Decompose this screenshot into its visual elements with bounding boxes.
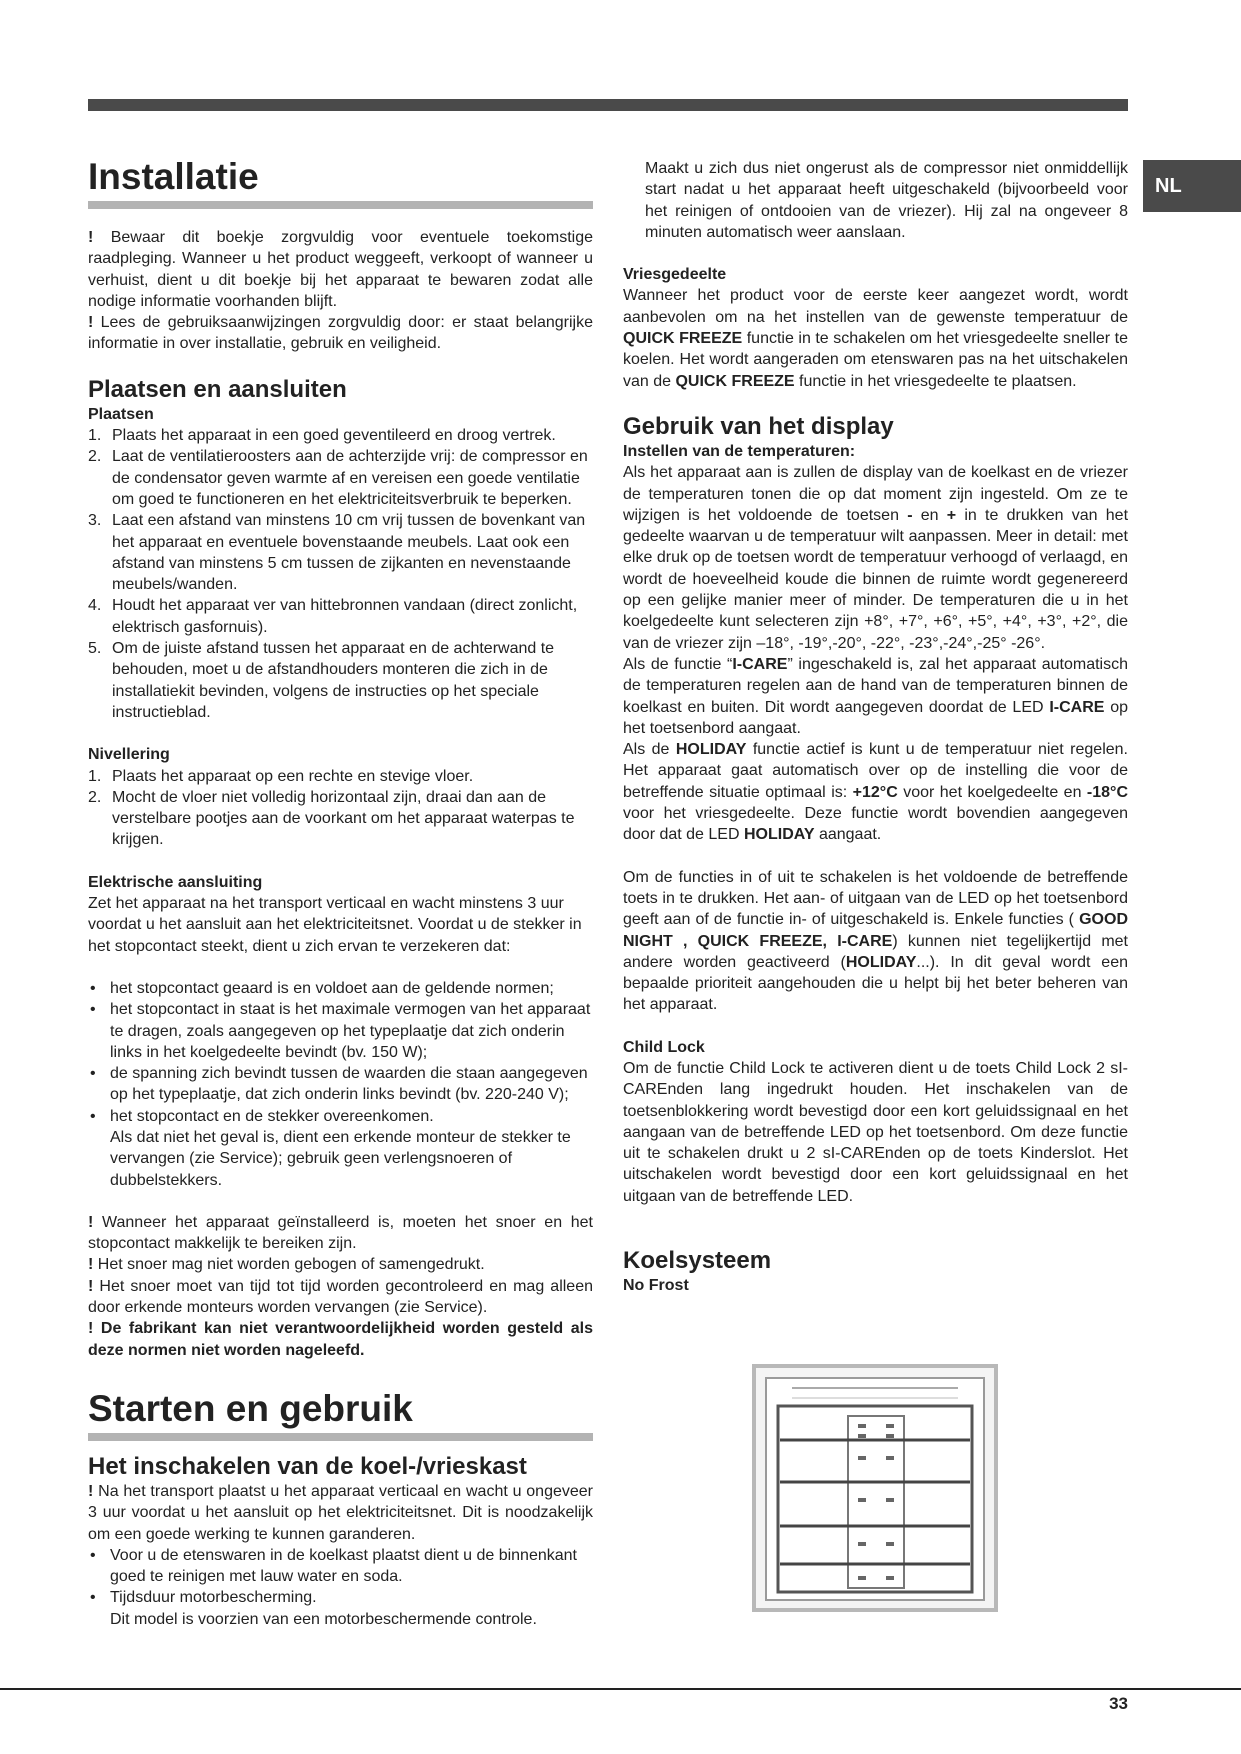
vriesgedeelte-paragraph: Wanneer het product voor de eerste keer aangezet wordt, wordt aanbevolen om na het instellen van de gewenste temperatuur de QUICK FREEZE functie in te schakelen om het vriesgedeelte sneller te koelen. Het wordt aangeraden om etenswaren pas na het uitschakelen van de QUICK FREEZE functie in het vriesgedeelte te plaatsen. — [623, 287, 1129, 390]
child-lock-paragraph: Om de functie Child Lock te activeren dient u de toets Child Lock 2 sI-CAREnden lang ingedrukt houden. Het inschakelen van de toetsenblokkering wordt bevestigd door een kort geluidssignaal en het aangaan van de betreffende LED op het toetsenbord. Om deze functie uit te schakelen drukt u 2 sI-CAREnden op de toets Kinderslot. Het uitschakelen wordt bevestigd door een kort geluidssignaal en het uitgaan van de betreffende LED. — [623, 1059, 1128, 1205]
list-item: • het stopcontact en de stekker overeenkomen. — [90, 1107, 434, 1125]
subheading-nivellering: Nivellering — [88, 746, 170, 764]
bottom-rule — [0, 1688, 1241, 1690]
list-item: 5. Om de juiste afstand tussen het apparaat en de achterwand te behouden, moet u de afstandhouders monteren die zich in de installatiekit bevinden, volgens de instructies op het speciale instructieblad. — [88, 640, 555, 721]
list-item: 2. Mocht de vloer niet volledig horizontaal zijn, draai dan aan de verstelbare pootjes aan de voorkant om het apparaat waterpas te krijgen. — [88, 788, 575, 849]
list-item: • Tijdsduur motorbescherming. — [90, 1589, 317, 1607]
list-item: 1. Plaats het apparaat in een goed geventileerd en droog vertrek. — [88, 427, 556, 445]
heading-koelsysteem: Koelsysteem — [623, 1247, 772, 1275]
installatie-paragraph-1: ! Bewaar dit boekje zorgvuldig voor eventuele toekomstige raadpleging. Wanneer u het product weggeeft, verkoopt of wanneer u verhuist, dient u dit boekje bij het apparaat te bewaren zodat alle nodige informatie voorhanden blijft. — [88, 229, 593, 310]
subheading-vriesgedeelte: Vriesgedeelte — [623, 266, 727, 284]
list-item: • de spanning zich bevindt tussen de waarden die staan aangegeven op het typeplaatje, dat zich onderin links bevindt (bv. 220-240 V); — [90, 1065, 588, 1104]
elektrisch-bullets — [88, 978, 593, 1127]
heading-inschakelen: Het inschakelen van de koel-/vrieskast — [88, 1452, 527, 1480]
page-number: 33 — [1109, 1694, 1128, 1713]
starten-bullets — [88, 1545, 593, 1609]
warning-2: ! Het snoer mag niet worden gebogen of samengedrukt. — [88, 1256, 485, 1274]
list-item: • het stopcontact geaard is en voldoet aan de geldende normen; — [90, 979, 554, 997]
elektrisch-intro: Zet het apparaat na het transport verticaal en wacht minstens 3 uur voordat u het aansluit aan het elektriciteitsnet. Voordat u de stekker in het stopcontact steekt, dient u zich ervan te verzekeren dat: — [88, 895, 582, 955]
list-item: 3. Laat een afstand van minstens 10 cm vrij tussen de bovenkant van het apparaat en eventuele bovenstaande meubels. Laat ook een afstand van minstens 5 cm tussen de zijkanten en nevenstaande meubels/wanden. — [88, 512, 586, 594]
list-item: • het stopcontact in staat is het maximale vermogen van het apparaat te dragen, zoals aangegeven op het typeplaatje dat zich onderin links in het koelgedeelte bevindt (bv. 150 W); — [90, 1001, 591, 1061]
display-paragraph-1: Als het apparaat aan is zullen de display van de koelkast en de vriezer de temperaturen tonen die op dat moment zijn ingesteld. Om ze te wijzigen is het voldoende de toetsen - en + in te drukken van het gedeelte waarvan u de temperatuur wilt aanpassen. Meer in detail: met elke druk op de toetsen wordt de temperatuur verhoogd of verlaagd, en wordt de hoeveelheid koude die binnen de ruimte wordt gegenereerd op een gelijke manier meer of minder. De temperaturen die u in het koelgedeelte kunt selecteren zijn +8°, +7°, +6°, +5°, +4°, +3°, +2°, die van de vriezer zijn –18°, -19°,-20°, -22°, -23°,-24°,-25° -26°. — [623, 464, 1129, 652]
nivellering-list — [88, 766, 593, 851]
subheading-no-frost: No Frost — [623, 1277, 689, 1295]
no-frost-fridge-illustration — [752, 1364, 998, 1612]
continued-paragraph: Maakt u zich dus niet ongerust als de compressor niet onmiddellijk start nadat u het apparaat heeft uitgeschakeld (bijvoorbeeld voor het reinigen of ontdooien van de vriezer). Hij zal na ongeveer 8 minuten automatisch weer aanslaan. — [645, 160, 1128, 241]
elektrisch-after-note: Als dat niet het geval is, dient een erkende monteur de stekker te vervangen (zie Service); gebruik geen verlengsnoeren of dubbelstekkers. — [110, 1128, 571, 1189]
warning-4: ! De fabrikant kan niet verantwoordelijkheid worden gesteld als deze normen niet worden nageleefd. — [88, 1320, 593, 1359]
list-item: 2. Laat de ventilatieroosters aan de achterzijde vrij: de compressor en de condensator geven warmte af en vereisen een goede ventilatie om goed te functioneren en het elektriciteitsverbruik te beperken. — [88, 448, 588, 508]
zie-service-link[interactable]: zie Service — [399, 1299, 478, 1317]
installatie-paragraph-2: ! Lees de gebruiksaanwijzingen zorgvuldig door: er staat belangrijke informatie in over installatie, gebruik en veiligheid. — [88, 314, 593, 353]
list-item: 1. Plaats het apparaat op een rechte en stevige vloer. — [88, 767, 474, 785]
plaatsen-list — [88, 425, 593, 723]
list-item: • Voor u de etenswaren in de koelkast plaatst dient u de binnenkant goed te reinigen met lauw water en soda. — [90, 1546, 577, 1586]
language-tab: NL — [1143, 160, 1241, 212]
warning-1: ! Wanneer het apparaat geïnstalleerd is, moeten het snoer en het stopcontact makkelijk te bereiken zijn. — [88, 1213, 593, 1253]
subheading-elektrische-aansluiting: Elektrische aansluiting — [88, 873, 263, 891]
right-column — [623, 158, 1128, 1296]
subheading-temperaturen: Instellen van de temperaturen: — [623, 442, 856, 460]
warning-3: ! Het snoer moet van tijd tot tijd worden gecontroleerd en mag alleen door erkende monteurs worden vervangen (zie Service). — [88, 1277, 593, 1317]
subheading-plaatsen: Plaatsen — [88, 405, 154, 423]
display-paragraph-icare: Als de functie “I-CARE” ingeschakeld is, zal het apparaat automatisch de temperaturen regelen aan de hand van de temperaturen binnen de koelkast en buiten. Dit wordt aangegeven doordat de LED I-CARE op het toetsenbord aangaat. — [623, 655, 1128, 737]
heading-display: Gebruik van het display — [623, 412, 894, 440]
subheading-child-lock: Child Lock — [623, 1038, 705, 1056]
top-bar — [88, 99, 1128, 111]
left-column — [88, 155, 593, 1630]
display-paragraph-functions: Om de functies in of uit te schakelen is het voldoende de betreffende toets in te drukken. Het aan- of uitgaan van de LED op het toetsenbord geeft aan of de functie in- of uitgeschakeld is. Enkele functies ( GOOD NIGHT , QUICK FREEZE, I-CARE) kunnen niet tegelijkertijd met andere worden geactiveerd (HOLIDAY...). In dit geval wordt een bepaalde prioriteit aangehouden die u helpt bij het beter beheren van het apparaat. — [623, 868, 1128, 1014]
motor-line: Dit model is voorzien van een motorbeschermende controle. — [110, 1610, 537, 1628]
display-paragraph-holiday: Als de HOLIDAY functie actief is kunt u de temperatuur niet regelen. Het apparaat gaat automatisch over op de instelling die voor de betreffende situatie optimaal is: +12°C voor het koelgedeelte en -18°C voor het vriesgedeelte. Deze functie wordt bovendien aangegeven door dat de LED HOLIDAY aangaat. — [623, 741, 1128, 844]
section-title-installatie: Installatie — [88, 155, 593, 209]
list-item: 4. Houdt het apparaat ver van hittebronnen vandaan (direct zonlicht, elektrisch gasfornuis). — [88, 597, 578, 636]
zie-service-link[interactable]: zie Service — [194, 1150, 273, 1168]
heading-plaatsen-aansluiten: Plaatsen en aansluiten — [88, 375, 347, 403]
section-title-starten: Starten en gebruik — [88, 1387, 593, 1441]
starten-paragraph: ! Na het transport plaatst u het apparaat verticaal en wacht u ongeveer 3 uur voordat u het aansluit op het elektriciteitsnet. Dit is noodzakelijk om een goede werking te kunnen garanderen. — [88, 1482, 594, 1543]
